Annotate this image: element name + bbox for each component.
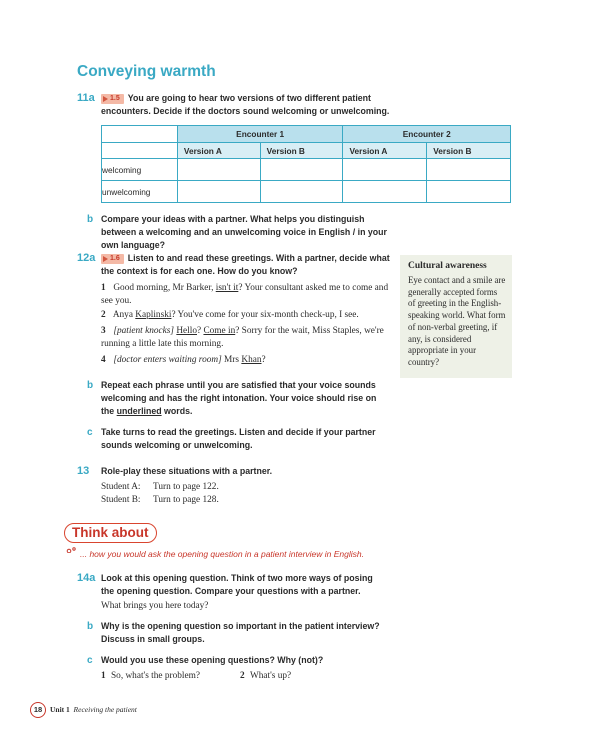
exercise-11b-text: Compare your ideas with a partner. What helps you distinguish between a welcoming and an unwelcoming voice in English / in your own language? — [101, 214, 387, 250]
answer-cell[interactable] — [260, 181, 343, 203]
underlined-word: isn't it — [215, 283, 239, 293]
item-number: 2 — [240, 671, 245, 681]
stage-direction: [patient knocks] — [113, 326, 175, 336]
greeting-text: Good morning, Mr Barker, — [113, 283, 216, 293]
exercise-13-instruction: Role-play these situations with a partner. — [101, 466, 273, 476]
exercise-11b-letter: b — [87, 214, 94, 225]
exercise-14a-instruction: Look at this opening question. Think of two more ways of posing the opening question. Compare your questions with a partner. — [101, 573, 373, 596]
version-header: Version A — [343, 143, 427, 159]
text: Repeat each phrase until you are satisfied that your voice sounds welcoming and has the right intonation. Your voice should rise on the — [101, 380, 377, 416]
encounter-1-header: Encounter 1 — [177, 126, 343, 143]
greeting-4 — [101, 354, 391, 367]
role-row-a — [101, 481, 219, 494]
encounter-2-header: Encounter 2 — [343, 126, 511, 143]
exercise-14c-text: Would you use these opening questions? Why (not)? — [101, 655, 324, 665]
audio-track-icon[interactable] — [101, 94, 124, 104]
exercise-14c-letter: c — [87, 655, 93, 666]
cultural-awareness-box — [400, 255, 512, 378]
answer-cell[interactable] — [343, 181, 427, 203]
greeting-text: ? — [197, 326, 204, 336]
item-number: 3 — [101, 326, 106, 336]
audio-track-number: 1.5 — [110, 95, 120, 102]
answer-cell[interactable] — [427, 181, 511, 203]
greeting-text: Mrs — [221, 355, 242, 365]
item-number: 1 — [101, 671, 106, 681]
underlined-word: Khan — [241, 355, 262, 365]
role-label: Student B: — [101, 495, 141, 505]
item-number: 4 — [101, 355, 106, 365]
role-row-b — [101, 494, 219, 507]
exercise-14b-letter: b — [87, 621, 94, 632]
instruction-text: Listen to and read these greetings. With a partner, decide what the context is for each one. How do you know? — [101, 253, 390, 276]
role-instruction: Turn to page 122. — [153, 482, 219, 492]
underlined-word: Hello — [176, 326, 197, 336]
option-1 — [101, 670, 200, 683]
text: words. — [161, 406, 193, 416]
role-label: Student A: — [101, 482, 141, 492]
role-instruction: Turn to page 128. — [153, 495, 219, 505]
exercise-13-number: 13 — [77, 465, 90, 477]
exercise-12a-number: 12a — [77, 252, 96, 264]
thought-bubble-icon — [66, 545, 80, 553]
greeting-text: ? Your consultant asked me to come and see you. — [101, 283, 389, 306]
unit-title: Receiving the patient — [73, 705, 137, 714]
underlined-word: underlined — [116, 406, 162, 416]
item-number: 2 — [101, 310, 106, 320]
exercise-12b-text — [101, 379, 391, 418]
exercise-11a-number: 11a — [77, 92, 95, 104]
exercise-12b-letter: b — [87, 380, 94, 391]
row-label-welcoming: welcoming — [102, 159, 178, 181]
answer-cell[interactable] — [260, 159, 343, 181]
item-number: 1 — [101, 283, 106, 293]
cultural-awareness-text: Eye contact and a smile are generally accepted forms of greeting in the English-speaking world. What form of non-verbal greeting, if any, is considered appropriate in your country? — [408, 275, 506, 367]
table-corner — [102, 126, 178, 143]
think-about-text: ... how you would ask the opening question in a patient interview in English. — [80, 549, 364, 559]
exercise-12c-text: Take turns to read the greetings. Listen and decide if your partner sounds welcoming or unwelcoming. — [101, 427, 376, 450]
exercise-12a-instruction — [101, 252, 391, 278]
audio-track-number: 1.6 — [110, 255, 120, 262]
version-header: Version B — [260, 143, 343, 159]
underlined-word: Come in — [203, 326, 236, 336]
answer-cell[interactable] — [343, 159, 427, 181]
exercise-14a-number: 14a — [77, 572, 96, 584]
version-header: Version B — [427, 143, 511, 159]
answer-cell[interactable] — [177, 181, 260, 203]
stage-direction: [doctor enters waiting room] — [113, 355, 222, 365]
row-label-unwelcoming: unwelcoming — [102, 181, 178, 203]
page-number: 18 — [30, 702, 46, 718]
table-corner-2 — [102, 143, 178, 159]
option-text: So, what's the problem? — [111, 671, 200, 681]
option-2 — [240, 670, 291, 683]
greeting-text: ? Sorry for the wait, Miss Staples, we're running a little late this morning. — [101, 326, 384, 349]
greeting-text: Anya — [112, 310, 136, 320]
section-title: Conveying warmth — [77, 63, 216, 80]
footer-unit — [50, 705, 137, 714]
version-header: Version A — [177, 143, 260, 159]
greeting-text: ? — [261, 355, 266, 365]
underlined-word: Kaplinski — [135, 310, 172, 320]
greeting-2 — [101, 309, 391, 322]
audio-track-icon[interactable] — [101, 254, 124, 264]
greeting-1 — [101, 282, 391, 308]
exercise-14b-text: Why is the opening question so important in the patient interview? Discuss in small groups. — [101, 621, 380, 644]
greeting-text: ? You've come for your six-month check-up, I see. — [171, 310, 359, 320]
encounter-table — [101, 125, 511, 203]
cultural-awareness-title: Cultural awareness — [408, 261, 487, 271]
answer-cell[interactable] — [427, 159, 511, 181]
exercise-11a-instruction — [101, 92, 401, 118]
instruction-text: You are going to hear two versions of two different patient encounters. Decide if the doctors sound welcoming or unwelcoming. — [101, 93, 390, 116]
greeting-3 — [101, 325, 391, 351]
think-about-badge: Think about — [64, 523, 157, 543]
answer-cell[interactable] — [177, 159, 260, 181]
unit-label: Unit 1 — [50, 705, 70, 714]
example-question: What brings you here today? — [101, 601, 209, 611]
exercise-12c-letter: c — [87, 427, 93, 438]
option-text: What's up? — [250, 671, 292, 681]
